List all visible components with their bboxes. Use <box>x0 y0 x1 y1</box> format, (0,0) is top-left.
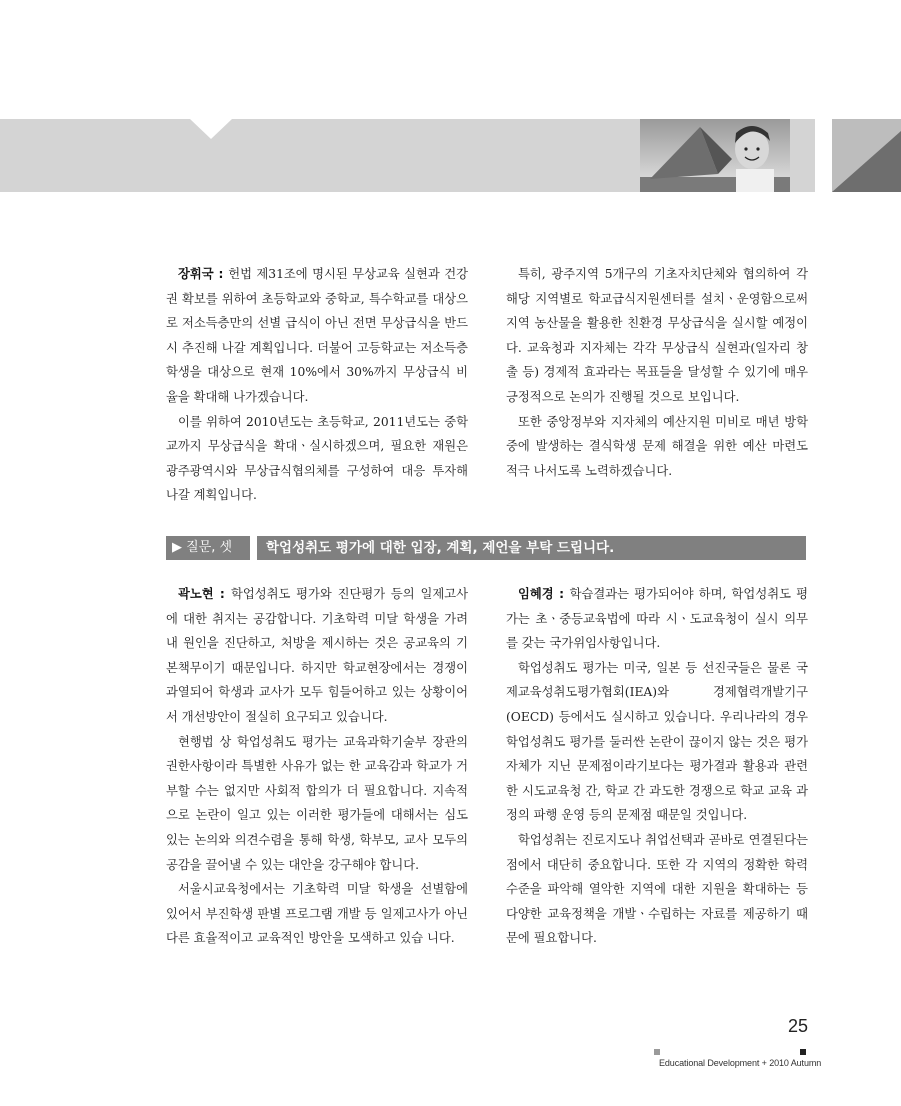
paragraph: 학업성취는 진로지도나 취업선택과 곧바로 연결된다는 점에서 대단히 중요합니다. 또한 각 지역의 정확한 학력수준을 파악해 열악한 지역에 대한 지원을 확대하는 등 다양한 교육정책을 개발ㆍ수립하는 자료를 제공하기 때문에 필요합니다. <box>506 832 808 946</box>
paragraph-text: 헌법 제31조에 명시된 무상교육 실현과 건강권 확보를 위하여 초등학교와 중학교, 특수학교를 대상으로 저소득층만의 선별 급식이 아닌 전면 무상급식을 반드시 추진해 나갈 계획입니다. 더불어 고등학교는 저소득층 학생을 대상으로 현재 10%에서 30%까지 무상급식 비율을 확대해 나가겠습니다. <box>166 267 468 404</box>
speaker-separator: : <box>213 587 231 601</box>
page-number: 25 <box>788 1016 809 1036</box>
paragraph: 현행법 상 학업성취도 평가는 교육과학기술부 장관의 권한사항이라 특별한 사유가 없는 한 교육감과 학교가 거부할 수는 없지만 사회적 합의가 더 필요합니다. 지속적으로 논란이 일고 있는 이러한 평가들에 대해서는 심도 있는 논의와 의견수렴을 통해 학생, 학부모, 교사 모두의 공감을 끌어낼 수 있는 대안을 강구해야 합니다. <box>166 734 468 872</box>
section1-right-column <box>506 262 808 483</box>
footer-text: Educational Development + 2010 Autumn <box>659 1058 822 1068</box>
section2-left-column <box>166 582 468 951</box>
speaker-separator: : <box>213 267 229 281</box>
paragraph: 이를 위하여 2010년도는 초등학교, 2011년도는 중학교까지 무상급식을 확대ㆍ실시하겠으며, 필요한 재원은 광주광역시와 무상급식협의체를 구성하여 대응 투자해 나갈 계획입니다. <box>166 414 468 503</box>
speaker-separator: : <box>553 587 570 601</box>
footer-square-icon <box>800 1049 806 1055</box>
section2-right-column <box>506 582 808 951</box>
speaker-name: 곽노현 <box>178 587 214 601</box>
section1-left-column <box>166 262 468 508</box>
question-label: ▶ 질문, 셋 <box>166 536 250 560</box>
paragraph <box>166 262 468 410</box>
speaker-name: 임혜경 <box>518 587 554 601</box>
paragraph <box>506 582 808 656</box>
footer-square-icon <box>654 1049 660 1055</box>
corner-box <box>832 119 901 192</box>
paragraph-text: 학업성취도 평가와 진단평가 등의 일제고사에 대한 취지는 공감합니다. 기초학력 미달 학생을 가려내 원인을 진단하고, 처방을 제시하는 것은 공교육의 기본책무이기 때문입니다. 하지만 학교현장에서는 경쟁이 과열되어 학생과 교사가 모두 힘들어하고 있는 상황이어서 개선방안이 절실히 요구되고 있습니다. <box>166 587 468 724</box>
speaker-name: 장휘국 <box>178 267 214 281</box>
paragraph <box>166 582 468 730</box>
paragraph: 또한 중앙정부와 지자체의 예산지원 미비로 매년 방학중에 발생하는 결식학생 문제 해결을 위한 예산 마련도 적극 나서도록 노력하겠습니다. <box>506 414 808 478</box>
paragraph-text: 학습결과는 평가되어야 하며, 학업성취도 평가는 초ㆍ중등교육법에 따라 시ㆍ도교육청이 실시 의무를 갖는 국가위임사항입니다. <box>506 587 808 651</box>
header-photo <box>640 119 790 192</box>
header-notch <box>190 119 232 139</box>
paragraph: 특히, 광주지역 5개구의 기초자치단체와 협의하여 각 해당 지역별로 학교급식지원센터를 설치ㆍ운영함으로써 지역 농산물을 활용한 친환경 무상급식을 실시할 예정이다. 교육청과 지자체는 각각 무상급식 실현과(일자리 창출 등) 경제적 효과라는 목표들을 달성할 수 있기에 매우 긍정적으로 논의가 진행될 것으로 보입니다. <box>506 267 808 404</box>
question-title: 학업성취도 평가에 대한 입장, 계획, 제언을 부탁 드립니다. <box>257 536 806 560</box>
paragraph: 학업성취도 평가는 미국, 일본 등 선진국들은 물론 국제교육성취도평가협회(IEA)와 경제협력개발기구(OECD) 등에서도 실시하고 있습니다. 우리나라의 경우 학업성취도 평가를 둘러싼 논란이 끊이지 않는 것은 평가 자체가 지닌 문제점이라기보다는 평가결과 활용과 관련한 시도교육청 간, 학교 간 과도한 경쟁으로 학교 교육 과정의 파행 운영 등의 문제점 때문일 것입니다. <box>506 660 808 823</box>
paragraph: 서울시교육청에서는 기초학력 미달 학생을 선별함에 있어서 부진학생 판별 프로그램 개발 등 일제고사가 아닌 다른 효율적이고 교육적인 방안을 모색하고 있습 니다. <box>166 882 468 946</box>
